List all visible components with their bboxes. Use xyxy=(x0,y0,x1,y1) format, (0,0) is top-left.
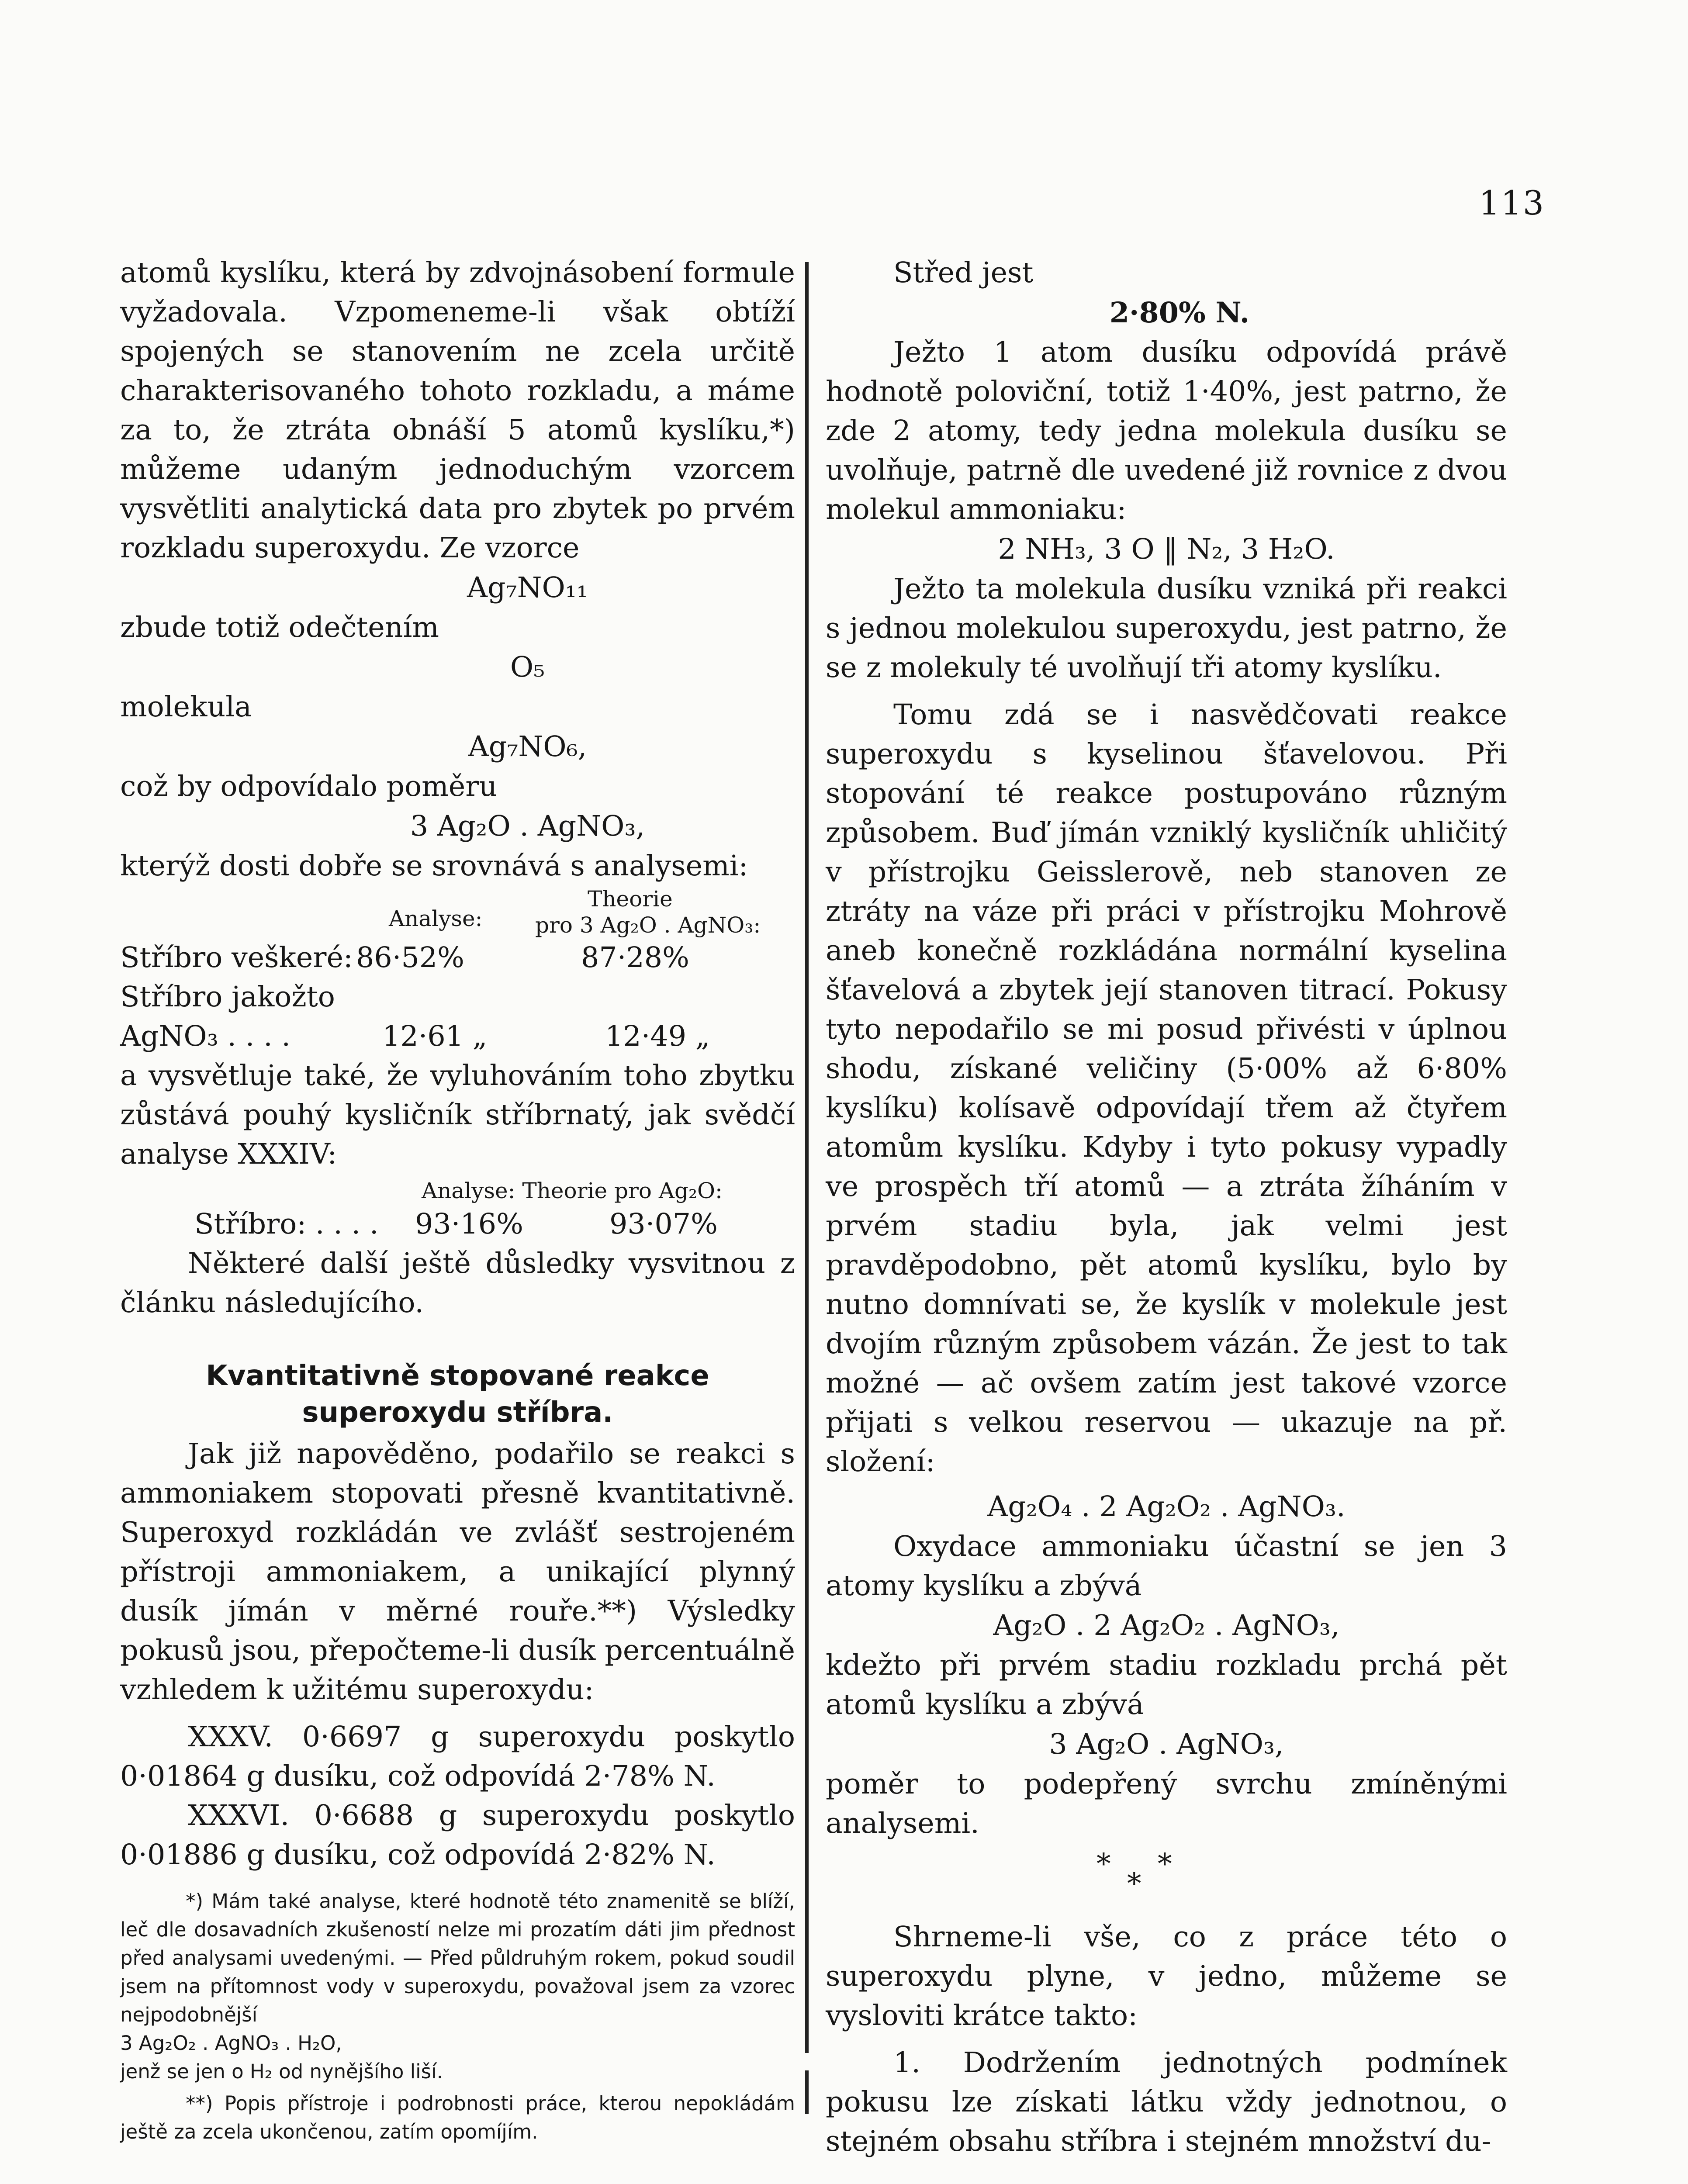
formula: Ag₂O . 2 Ag₂O₂ . AgNO₃, xyxy=(993,1609,1340,1642)
section-heading: Kvantitativně stopované reakce superoxydu stříbra. xyxy=(206,1360,709,1429)
table-header: Analyse: Theorie pro Ag₂O: xyxy=(422,1178,723,1203)
asterisk-1: * xyxy=(1097,1848,1111,1880)
formula: Ag₇NO₆, xyxy=(468,730,587,763)
formula: Ag₇NO₁₁ xyxy=(467,571,588,604)
row-label: Stříbro veškeré: xyxy=(120,941,353,974)
formula: 3 Ag₂O . AgNO₃, xyxy=(1049,1728,1284,1761)
left-column xyxy=(120,253,795,2146)
row-label: Stříbro jakožto xyxy=(120,981,335,1013)
analysis-value: 12·61 „ xyxy=(382,1020,488,1053)
table-row xyxy=(120,1017,795,1056)
formula: 2 NH₃, 3 O ‖ N₂, 3 H₂O. xyxy=(998,533,1335,566)
paragraph: poměr to podepřený svrchu zmíněnými analysemi. xyxy=(826,1768,1507,1840)
formula: 2·80% N. xyxy=(1109,296,1250,329)
analysis-value: 86·52% xyxy=(356,941,464,974)
paragraph: molekula xyxy=(120,691,252,723)
paragraph: Ježto ta molekula dusíku vzniká při reakci s jednou molekulou superoxydu, jest patrno, že se z molekuly té uvolňují tři atomy kyslíku. xyxy=(826,573,1507,684)
page-number: 113 xyxy=(1479,183,1545,222)
paragraph: což by odpovídalo poměru xyxy=(120,770,498,803)
paragraph: kterýž dosti dobře se srovnává s analysemi: xyxy=(120,850,748,882)
paragraph: Shrneme-li vše, co z práce této o superoxydu plyne, v jedno, můžeme se vysloviti krátce takto: xyxy=(826,1921,1507,2032)
asterisk-3: * xyxy=(1127,1867,1141,1900)
paragraph: Jak již napověděno, podařilo se reakci s ammoniakem stopovati přesně kvantitativně. Superoxyd rozkládán ve zvlášť sestrojeném přístroji ammoniakem, a unikající plynný dusík jímán v měrné rouře.**) Výsledky pokusů jsou, přepočteme-li dusík percentuálně vzhledem k užitému superoxydu: xyxy=(120,1438,795,1706)
paragraph: Ježto 1 atom dusíku odpovídá právě hodnotě poloviční, totiž 1·40%, jest patrno, že zde 2 atomy, tedy jedna molekula dusíku se uvolňuje, patrně dle uvedené již rovnice z dvou molekul ammoniaku: xyxy=(826,336,1507,526)
paragraph: zbude totiž odečtením xyxy=(120,611,439,644)
footnote: *) Mám také analyse, které hodnotě této znamenitě se blíží, leč dle dosavadních zkušeností nelze mi prozatím dáti jim přednost před analysami uvedenými. — Před půldruhým rokem, pokud soudil jsem na přítomnost vody v superoxydu, považoval jsem za vzorec nejpodobnější xyxy=(120,1890,795,2026)
footnote: jenž se jen o H₂ od nynějšího liší. xyxy=(120,2060,443,2083)
asterism xyxy=(826,1843,1507,1918)
column-divider xyxy=(805,262,809,2053)
row-label: AgNO₃ . . . . xyxy=(120,1020,291,1053)
right-column xyxy=(826,253,1507,2161)
paragraph: atomů kyslíku, která by zdvojnásobení formule vyžadovala. Vzpomeneme-li však obtíží spojených se stanovením ne zcela určitě charakterisovaného tohoto rozkladu, a máme za to, že ztráta obnáší 5 atomů kyslíku,*) můžeme udaným jednoduchým vzorcem vysvětliti analytická data pro zbytek po prvém rozkladu superoxydu. Ze vzorce xyxy=(120,256,795,564)
table-row xyxy=(120,978,795,1017)
paragraph: 1. Dodržením jednotných podmínek pokusu lze získati látku vždy jednotnou, o stejném obsahu stříbra i stejném množství du- xyxy=(826,2046,1507,2158)
asterisk-2: * xyxy=(1158,1848,1172,1880)
table-row xyxy=(120,1205,795,1244)
formula: Ag₂O₄ . 2 Ag₂O₂ . AgNO₃. xyxy=(987,1490,1346,1523)
analysis-value: 93·16% xyxy=(415,1208,523,1241)
column-header-analyse: Analyse: xyxy=(389,906,483,931)
paragraph: XXXVI. 0·6688 g superoxydu poskytlo 0·01886 g dusíku, což odpovídá 2·82% N. xyxy=(120,1799,795,1871)
footnote: **) Popis přístroje i podrobnosti práce, kterou nepokládám ještě za zcela ukončenou, zatím opomíjím. xyxy=(120,2092,795,2143)
paragraph: Tomu zdá se i nasvědčovati reakce superoxydu s kyselinou šťavelovou. Při stopování té reakce postupováno různým způsobem. Buď jímán vzniklý kysličník uhličitý v přístrojku Geisslerově, neb stanoven ze ztráty na váze při práci v přístrojku Mohrově aneb konečně rozkládána normální kyselina šťavelová a zbytek její stanoven titrací. Pokusy tyto nepodařilo se mi posud přivésti v úplnou shodu, získané veličiny (5·00% až 6·80% kyslíku) kolísavě odpovídají třem až čtyřem atomům kyslíku. Kdyby i tyto pokusy vypadly ve prospěch tří atomů — a ztráta žíháním v prvém stadiu byla, jak velmi jest pravděpodobno, pět atomů kyslíku, bylo by nutno domnívati se, že kyslík v molekule jest dvojím různým způsobem vázán. Že jest to tak možné — ač ovšem zatím jest takové vzorce přijati s velkou reservou — ukazuje na př. složení: xyxy=(826,698,1507,1478)
paragraph: XXXV. 0·6697 g superoxydu poskytlo 0·01864 g dusíku, což odpovídá 2·78% N. xyxy=(120,1721,795,1793)
analysis-table-header xyxy=(120,1174,795,1205)
paragraph: Oxydace ammoniaku účastní se jen 3 atomy kyslíku a zbývá xyxy=(826,1530,1507,1602)
paragraph: a vysvětluje také, že vyluhováním toho zbytku zůstává pouhý kysličník stříbrnatý, jak svědčí analyse XXXIV: xyxy=(120,1059,795,1171)
paragraph: Střed jest xyxy=(893,256,1034,289)
table-row xyxy=(120,938,795,978)
column-header-theorie: Theorie xyxy=(588,886,673,912)
formula: O₅ xyxy=(510,651,545,684)
theory-value: 93·07% xyxy=(609,1208,718,1241)
theory-value: 87·28% xyxy=(581,941,689,974)
formula: 3 Ag₂O . AgNO₃, xyxy=(410,810,645,843)
paragraph: kdežto při prvém stadiu rozkladu prchá pět atomů kyslíku a zbývá xyxy=(826,1649,1507,1721)
paragraph: Některé další ještě důsledky vysvitnou z článku následujícího. xyxy=(120,1247,795,1319)
column-divider-lower xyxy=(805,2070,809,2114)
row-label: Stříbro: . . . . xyxy=(194,1208,379,1241)
footnote-formula: 3 Ag₂O₂ . AgNO₃ . H₂O, xyxy=(120,2032,342,2055)
column-header-pro: pro 3 Ag₂O . AgNO₃: xyxy=(535,912,761,938)
analysis-table-header xyxy=(120,886,795,938)
theory-value: 12·49 „ xyxy=(605,1020,710,1053)
